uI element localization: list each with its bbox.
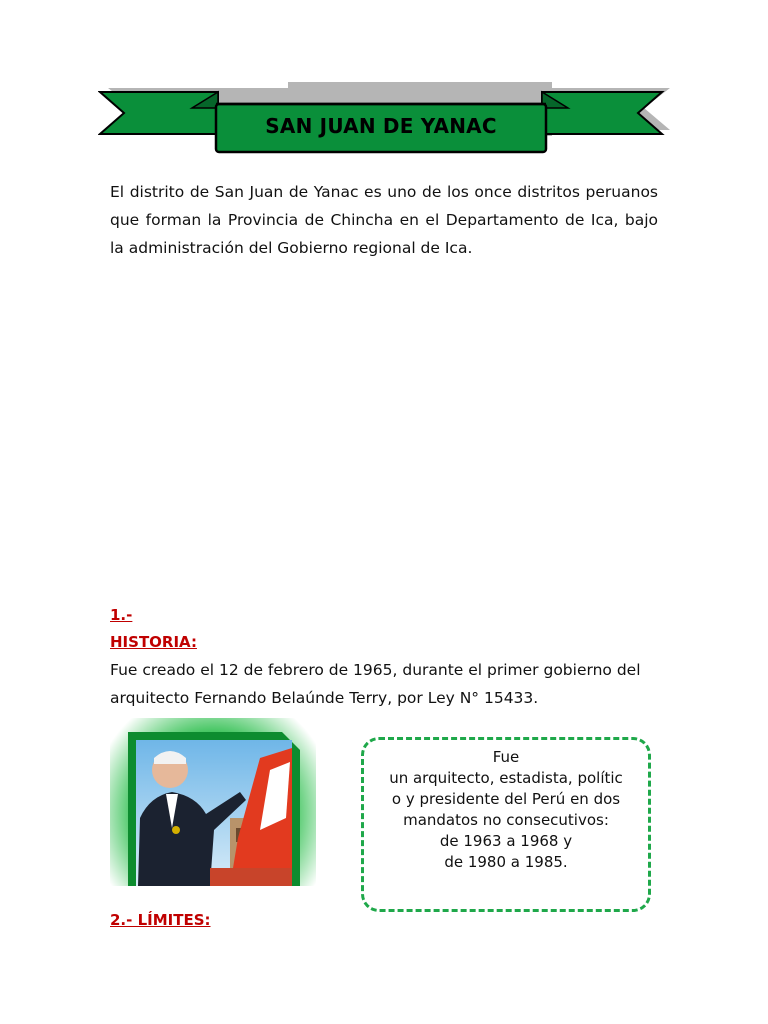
callout-line: Fue <box>492 748 520 766</box>
section-number-historia: 1.- <box>110 606 133 624</box>
callout-line: o y presidente del Perú en dos <box>391 790 621 808</box>
callout-line: mandatos no consecutivos: <box>403 811 609 829</box>
title-banner <box>98 80 674 156</box>
section-heading-historia: HISTORIA: <box>110 633 197 651</box>
intro-paragraph: El distrito de San Juan de Yanac es uno de los once distritos peruanos que forman la Provincia de Chincha en el Departamento de Ica, bajo la administración del Gobierno regional de Ica. <box>110 183 658 257</box>
callout-line: un arquitecto, estadista, polític <box>389 769 623 787</box>
belaunde-callout <box>361 737 651 912</box>
callout-line: de 1980 a 1985. <box>444 853 568 871</box>
belaunde-photo <box>110 718 316 930</box>
historia-paragraph: Fue creado el 12 de febrero de 1965, durante el primer gobierno del arquitecto Fernando Belaúnde Terry, por Ley N° 15433. <box>110 661 641 707</box>
callout-line: de 1963 a 1968 y <box>439 832 573 850</box>
section-heading-limites: 2.- LÍMITES: <box>110 911 211 929</box>
page-title: SAN JUAN DE YANAC <box>265 114 497 138</box>
